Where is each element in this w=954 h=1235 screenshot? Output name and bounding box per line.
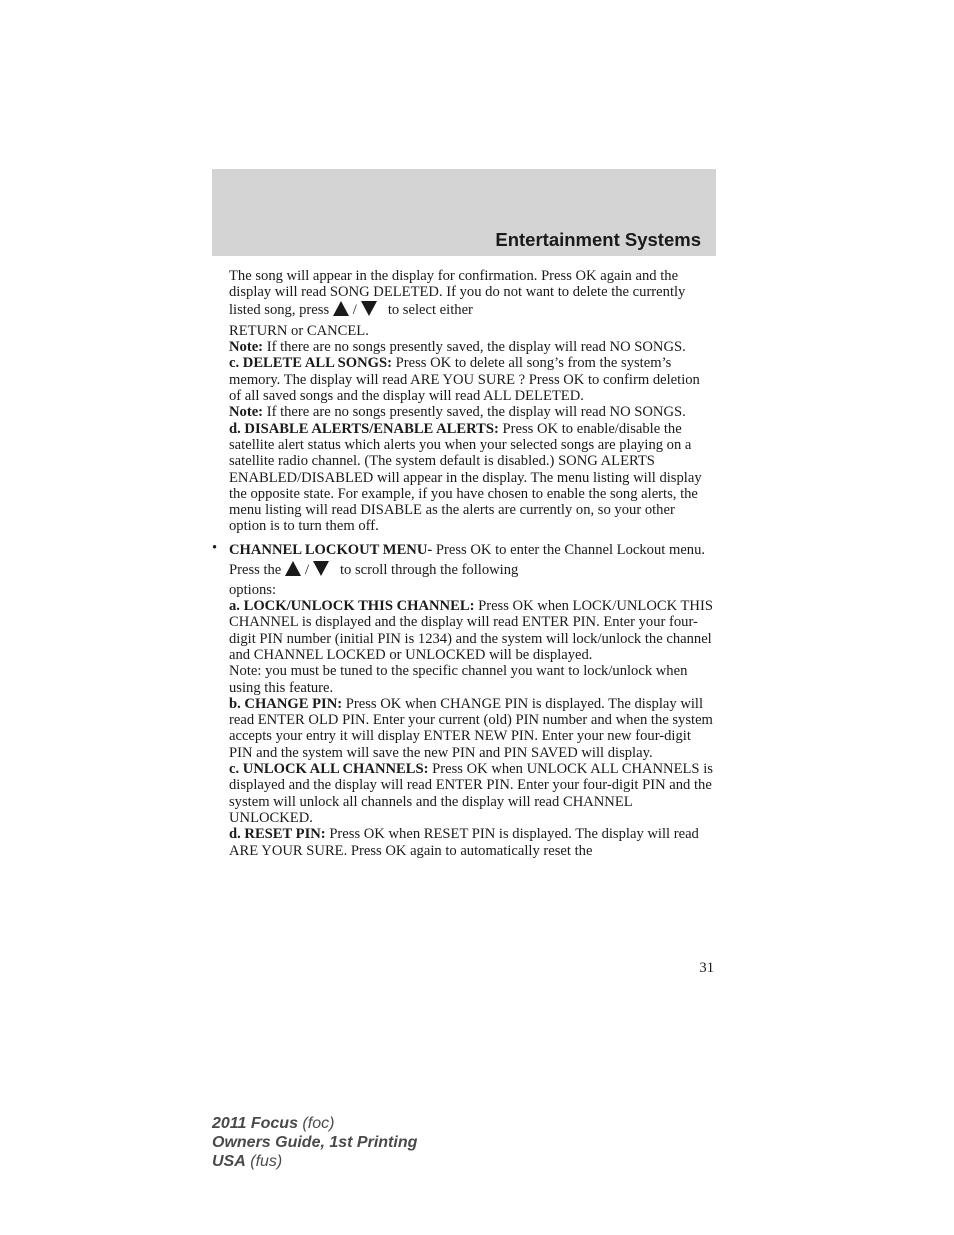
paragraph-unlock-all-channels: c. UNLOCK ALL CHANNELS: Press OK when UNLOCK ALL CHANNELS is displayed and the display will read ENTER PIN. Enter your four-digit PIN and the system will unlock all channels and the display will read CHANNEL UNLOCKED. xyxy=(229,761,713,826)
paragraph-delete-all-songs: c. DELETE ALL SONGS: Press OK to delete all song’s from the system’s memory. The display will read ARE YOU SURE ? Press OK to confirm deletion of all saved songs and the display will read ALL DELETED. xyxy=(229,355,700,405)
document-footer xyxy=(212,1114,417,1171)
down-arrow-icon xyxy=(313,561,329,582)
footer-line-guide: Owners Guide, 1st Printing xyxy=(212,1134,418,1151)
up-arrow-icon xyxy=(285,561,301,582)
note-tune-channel: Note: you must be tuned to the specific channel you want to lock/unlock when using this feature. xyxy=(229,663,688,696)
paragraph-lock-unlock-channel: a. LOCK/UNLOCK THIS CHANNEL: Press OK when LOCK/UNLOCK THIS CHANNEL is displayed and the display will read ENTER PIN. Enter your four-digit PIN number (initial PIN is 1234) and the system will lock/unlock the channel and CHANNEL LOCKED or UNLOCKED will be displayed. xyxy=(229,598,713,663)
paragraph-channel-lockout-intro: CHANNEL LOCKOUT MENU- Press OK to enter the Channel Lockout menu. Press the / to scroll through the following xyxy=(229,540,715,582)
paragraph-change-pin: b. CHANGE PIN: Press OK when CHANGE PIN is displayed. The display will read ENTER OLD PIN. Enter your current (old) PIN number and when the system accepts your entry it will display ENTER NEW PIN. Enter your new four-digit PIN and the system will save the new PIN and PIN SAVED will display. xyxy=(229,695,713,761)
note-no-songs-1: Note: If there are no songs presently saved, the display will read NO SONGS. xyxy=(229,339,686,356)
paragraph-reset-pin: d. RESET PIN: Press OK when RESET PIN is displayed. The display will read ARE YOUR SURE. Press OK again to automatically reset the xyxy=(229,826,699,859)
footer-line-region: USA (fus) xyxy=(212,1153,283,1170)
note-no-songs-2: Note: If there are no songs presently saved, the display will read NO SONGS. xyxy=(229,404,686,421)
section-header-band xyxy=(212,169,716,256)
up-arrow-icon xyxy=(333,301,349,320)
bullet-icon: • xyxy=(212,539,218,556)
paragraph-return-cancel: RETURN or CANCEL. xyxy=(229,322,369,339)
bullet-channel-lockout-menu xyxy=(212,539,715,859)
paragraph-options-label: options: xyxy=(229,581,277,598)
paragraph-song-confirmation: The song will appear in the display for confirmation. Press OK again and the display will read SONG DELETED. If you do not want to delete the currently listed song, press / to select either xyxy=(229,268,715,320)
page-body xyxy=(212,268,715,859)
footer-line-model: 2011 Focus (foc) xyxy=(212,1115,335,1132)
section-title: Entertainment Systems xyxy=(495,229,701,250)
paragraph-disable-enable-alerts: d. DISABLE ALERTS/ENABLE ALERTS: Press OK to enable/disable the satellite alert status which alerts you when your selected songs are playing on a satellite radio channel. (The system default is disabled.) SONG ALERTS ENABLED/DISABLED will appear in the display. The menu listing will display the opposite state. For example, if you have chosen to enable the song alerts, the menu listing will read DISABLE as the alerts are currently on, so your other option is to turn them off. xyxy=(229,420,702,535)
page-number: 31 xyxy=(699,960,714,976)
down-arrow-icon xyxy=(361,301,377,320)
